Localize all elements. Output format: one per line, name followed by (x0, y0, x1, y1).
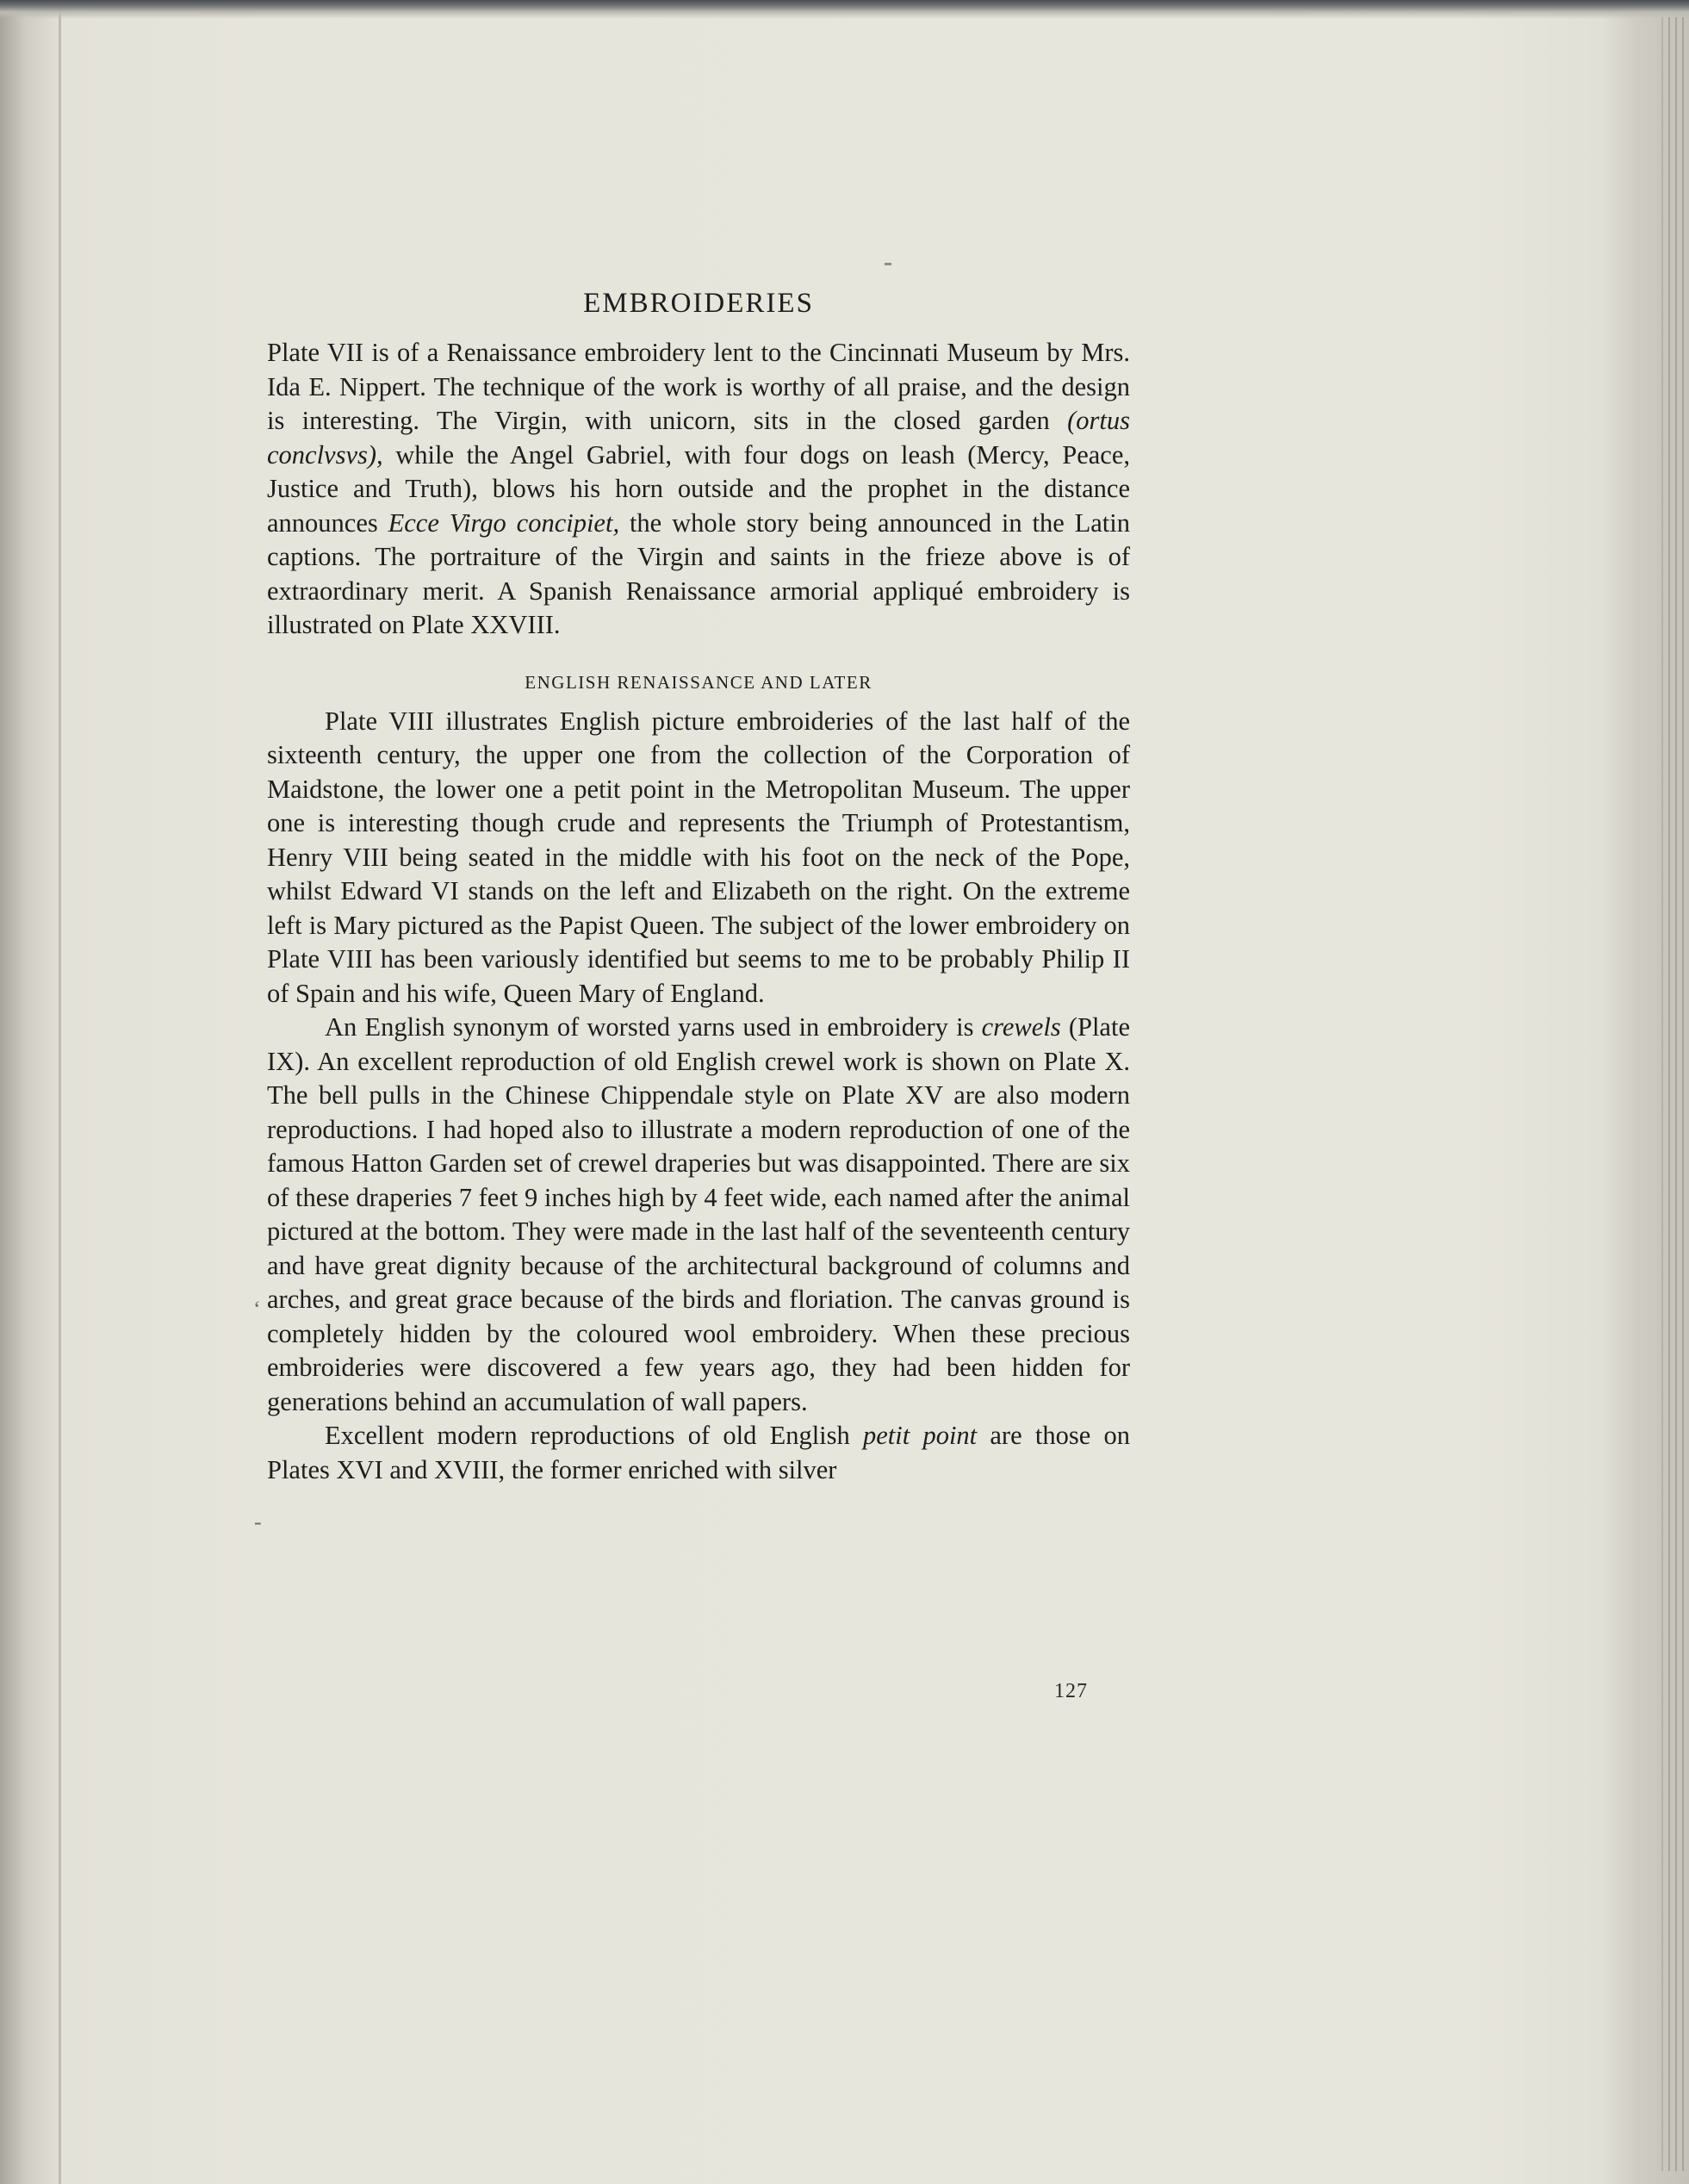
page-edge-line (1675, 17, 1677, 2171)
page-edge-line (1682, 17, 1684, 2171)
page-edge-line (1668, 17, 1670, 2171)
paragraph-text: Excellent modern reproductions of old English (325, 1421, 864, 1450)
section-heading: ENGLISH RENAISSANCE AND LATER (525, 671, 872, 693)
italic-phrase: petit point (863, 1421, 978, 1450)
italic-phrase: Ecce Virgo concipiet, (388, 507, 620, 538)
margin-mark: - (254, 1509, 262, 1534)
text-column (267, 286, 1130, 1487)
paragraph-text: Plate VII is of a Renaissance embroidery lent to the Cincinnati Museum by Mrs. Ida E. Nippert. The technique of the work is worthy of all praise, and the design is interesting. The Virgin, with unicorn, sits in the closed garden (267, 338, 1130, 435)
page-top-edge (0, 0, 1689, 19)
margin-mark: ‘ (253, 1297, 261, 1322)
paragraph-text: the whole story being announced in the Latin captions. The portraiture of the Virgin and saints in the frieze above is of extraordinary merit. A Spanish Renaissance armorial appliqué embroidery is illustrated on Plate XXVIII. (267, 507, 1131, 639)
page-edge-line (1661, 17, 1663, 2171)
gutter-fold-line (59, 0, 61, 2184)
page-number: 127 (1054, 1680, 1088, 1702)
paragraph-petit-point (267, 1419, 1130, 1487)
paragraph-crewels (267, 1011, 1130, 1419)
paragraph-text: are those on Plates XVI and XVIII, the former enriched with silver (267, 1421, 1130, 1484)
scan-speck (885, 263, 891, 265)
italic-phrase: crewels (981, 1012, 1061, 1042)
paragraph-plate-vii (267, 336, 1130, 643)
page-stack-edges (1637, 0, 1689, 2184)
paragraph-plate-viii: Plate VIII illustrates English picture embroideries of the last half of the sixteenth century, the upper one from the collection of the Corporation of Maidstone, the lower one a petit point in the Metropolitan Museum. The upper one is interesting though crude and represents the Triumph of Protestantism, Henry VIII being seated in the middle with his foot on the neck of the Pope, whilst Edward VI stands on the left and Elizabeth on the right. On the extreme left is Mary pictured as the Papist Queen. The subject of the lower embroidery on Plate VIII has been variously identified but seems to me to be probably Philip II of Spain and his wife, Queen Mary of England. (267, 706, 1130, 1008)
paragraph-text: while the Angel Gabriel, with four dogs on leash (Mercy, Peace, Justice and Truth), blows his horn outside and the prophet in the distance announces (267, 439, 1130, 538)
page-title: EMBROIDERIES (583, 288, 814, 319)
paragraph-text: An English synonym of worsted yarns used in embroidery is (325, 1012, 982, 1042)
page-gutter (0, 0, 62, 2184)
italic-phrase: (ortus conclvsvs), (267, 406, 1130, 470)
paragraph-text: (Plate IX). An excellent reproduction of old English crewel work is shown on Plate X. The bell pulls in the Chinese Chippendale style on Plate XV are also modern reproductions. I had hoped also to illustrate a modern reproduction of one of the famous Hatton Garden set of crewel draperies but was disappointed. There are six of these draperies 7 feet 9 inches high by 4 feet wide, each named after the animal pictured at the bottom. They were made in the last half of the seventeenth century and have great dignity because of the architectural background of columns and arches, and great grace because of the birds and floriation. The canvas ground is completely hidden by the coloured wool embroidery. When these precious embroideries were discovered a few years ago, they had been hidden for generations behind an accumulation of wall papers. (267, 1012, 1130, 1416)
